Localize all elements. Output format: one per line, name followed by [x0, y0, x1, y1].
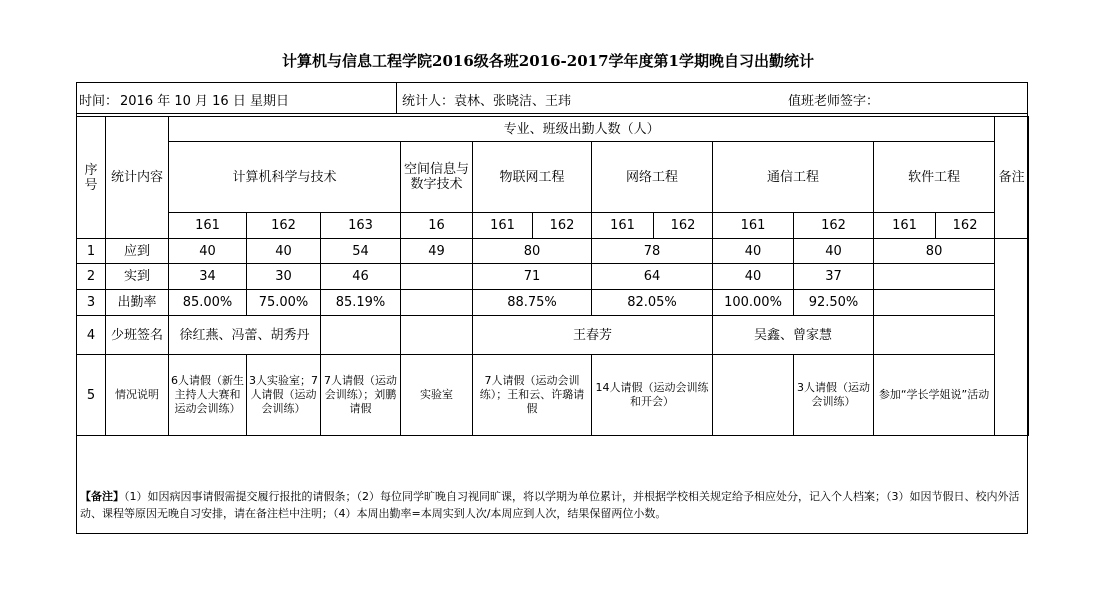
- value-cell: 92.50%: [794, 290, 874, 316]
- value-cell: 49: [401, 239, 473, 264]
- value-cell: 80: [473, 239, 592, 264]
- class-cell: 162: [936, 213, 995, 239]
- value-cell: 46: [321, 264, 401, 290]
- class-cell: 16: [401, 213, 473, 239]
- class-cell: 162: [654, 213, 713, 239]
- row-no: 4: [77, 316, 106, 355]
- value-cell: 30: [247, 264, 321, 290]
- statistician: 统计人：袁林、张晓洁、王玮: [402, 94, 572, 109]
- value-cell: [874, 290, 995, 316]
- note-cell: 7人请假（运动会训练）；王和云、许璐请假: [473, 355, 592, 436]
- note-cell: 3人请假（运动会训练）: [794, 355, 874, 436]
- group-header: 专业、班级出勤人数（人）: [169, 117, 995, 142]
- value-cell: 64: [592, 264, 713, 290]
- value-cell: 71: [473, 264, 592, 290]
- footer-note: [80, 488, 1026, 522]
- class-cell: 161: [713, 213, 794, 239]
- class-cell: 161: [592, 213, 654, 239]
- row-no: 1: [77, 239, 106, 264]
- value-cell: 34: [169, 264, 247, 290]
- major-network: 网络工程: [592, 142, 713, 213]
- note-cell: 实验室: [401, 355, 473, 436]
- value-cell: [401, 290, 473, 316]
- value-cell: 85.00%: [169, 290, 247, 316]
- class-cell: 162: [247, 213, 321, 239]
- value-cell: 54: [321, 239, 401, 264]
- major-software: 软件工程: [874, 142, 995, 213]
- value-cell: [874, 264, 995, 290]
- major-cs: 计算机科学与技术: [169, 142, 401, 213]
- remark-cell: [995, 239, 1029, 436]
- row-label: 应到: [106, 239, 169, 264]
- signature-cell: [401, 316, 473, 355]
- content-header: 统计内容: [106, 117, 169, 239]
- signature-cell: [874, 316, 995, 355]
- page-title: 计算机与信息工程学院2016级各班2016-2017学年度第1学期晚自习出勤统计: [282, 52, 814, 70]
- value-cell: 40: [169, 239, 247, 264]
- value-cell: [401, 264, 473, 290]
- note-cell: 6人请假（新生主持人大赛和运动会训练）: [169, 355, 247, 436]
- signature-cell: [321, 316, 401, 355]
- signature-cell: 吴鑫、曾家慧: [713, 316, 874, 355]
- value-cell: 78: [592, 239, 713, 264]
- table-row: [77, 264, 1029, 290]
- value-cell: 37: [794, 264, 874, 290]
- time-label: 时间：: [79, 94, 119, 109]
- value-cell: 82.05%: [592, 290, 713, 316]
- note-cell: 7人请假（运动会训练）；刘鹏请假: [321, 355, 401, 436]
- note-cell: 14人请假（运动会训练和开会）: [592, 355, 713, 436]
- note-label: 【备注】: [80, 490, 124, 503]
- note-cell: 参加“学长学姐说”活动: [874, 355, 995, 436]
- table-row: [77, 355, 1029, 436]
- row-label: 少班签名: [106, 316, 169, 355]
- row-label: 出勤率: [106, 290, 169, 316]
- value-cell: 40: [713, 264, 794, 290]
- value-cell: 100.00%: [713, 290, 794, 316]
- note-cell: [713, 355, 794, 436]
- row-label: 实到: [106, 264, 169, 290]
- info-bar: [76, 82, 1028, 114]
- class-cell: 161: [473, 213, 533, 239]
- row-no: 2: [77, 264, 106, 290]
- remark-header: 备注: [995, 117, 1029, 239]
- value-cell: 40: [794, 239, 874, 264]
- seq-header: 序号: [77, 117, 106, 239]
- class-cell: 162: [794, 213, 874, 239]
- table-row: [77, 239, 1029, 264]
- table-row: [77, 316, 1029, 355]
- major-spatial: 空间信息与数字技术: [401, 142, 473, 213]
- class-cell: 161: [874, 213, 936, 239]
- note-text: （1）如因病因事请假需提交履行报批的请假条；（2）每位同学旷晚自习视同旷课，将以学期为单位累计，并根据学校相关规定给予相应处分，记入个人档案；（3）如因节假日、校内外活动、课程等原因无晚自习安排，请在备注栏中注明；（4）本周出勤率=本周实到人次/本周应到人次，结果保留两位小数。: [80, 490, 1020, 520]
- attendance-table: [76, 116, 1029, 436]
- value-cell: 75.00%: [247, 290, 321, 316]
- row-no: 5: [77, 355, 106, 436]
- class-cell: 163: [321, 213, 401, 239]
- class-cell: 161: [169, 213, 247, 239]
- value-cell: 40: [247, 239, 321, 264]
- value-cell: 85.19%: [321, 290, 401, 316]
- info-divider: [396, 82, 397, 113]
- row-label: 情况说明: [106, 355, 169, 436]
- value-cell: 88.75%: [473, 290, 592, 316]
- signature-cell: 徐红燕、冯蕾、胡秀丹: [169, 316, 321, 355]
- table-row: [77, 290, 1029, 316]
- signature-cell: 王春芳: [473, 316, 713, 355]
- value-cell: 80: [874, 239, 995, 264]
- time-value: 2016 年 10 月 16 日 星期日: [120, 94, 289, 109]
- row-no: 3: [77, 290, 106, 316]
- teacher-sign: 值班老师签字：: [788, 94, 880, 109]
- value-cell: 40: [713, 239, 794, 264]
- major-iot: 物联网工程: [473, 142, 592, 213]
- class-cell: 162: [533, 213, 592, 239]
- note-cell: 3人实验室；7人请假（运动会训练）: [247, 355, 321, 436]
- major-comm: 通信工程: [713, 142, 874, 213]
